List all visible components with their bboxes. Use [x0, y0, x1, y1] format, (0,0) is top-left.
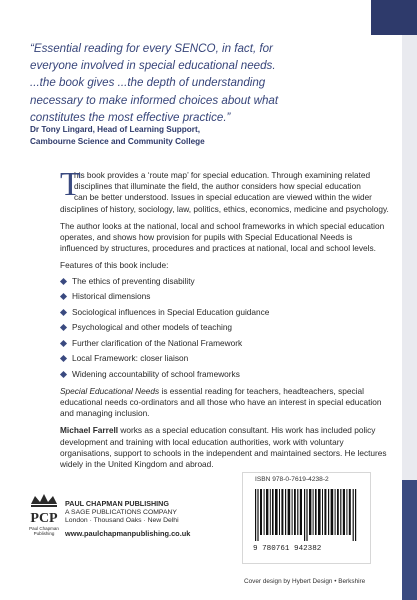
feature-text: The ethics of preventing disability	[72, 275, 195, 286]
quote-line: “Essential reading for every SENCO, in fact, for	[30, 42, 273, 55]
publisher-cities: London · Thousand Oaks · New Delhi	[65, 517, 179, 525]
logo-letters: PCP	[30, 511, 58, 526]
publisher-url: www.paulchapmanpublishing.co.uk	[65, 529, 191, 538]
list-item	[60, 291, 360, 302]
diamond-bullet-icon	[60, 278, 67, 285]
diamond-bullet-icon	[60, 324, 67, 331]
intro-line: disciplines of history, sociology, law, politics, ethics, economics, medicine and psychology.	[60, 203, 389, 214]
framework-line: The author looks at the national, local and school frameworks in which special education	[60, 220, 385, 231]
features-list	[60, 276, 360, 380]
publisher-logo-icon	[27, 494, 61, 538]
book-title: Special Educational Needs	[60, 385, 160, 396]
list-item	[60, 369, 360, 380]
audience-paragraph	[60, 385, 382, 420]
diamond-bullet-icon	[60, 340, 67, 347]
logo-subtext: Publishing	[33, 531, 55, 536]
cover-design-credit: Cover design by Hybert Design • Berkshire	[244, 578, 366, 585]
feature-text: Local Framework: closer liaison	[72, 353, 189, 364]
list-item	[60, 338, 360, 349]
intro-line: can be better understood. Issues in special education are viewed within the wider	[74, 192, 372, 203]
diamond-bullet-icon	[60, 293, 67, 300]
logo-subtext: Paul Chapman	[29, 526, 59, 531]
publisher-name: PAUL CHAPMAN PUBLISHING	[65, 499, 169, 508]
isbn-label: ISBN 978-0-7619-4238-2	[255, 476, 329, 483]
quote-line: ...the book gives ...the depth of understanding	[30, 76, 266, 90]
author-name: Michael Farrell	[60, 425, 119, 436]
edge-stripe-dark	[402, 480, 417, 600]
framework-line: influenced by structures, procedures and practices at national, local and school levels.	[60, 243, 376, 254]
quote-line: everyone involved in special educational needs.	[30, 59, 276, 73]
endorsement-quote	[30, 40, 370, 126]
list-item	[60, 307, 360, 318]
feature-text: Psychological and other models of teaching	[72, 322, 233, 333]
quote-attribution	[30, 124, 360, 148]
intro-paragraph	[60, 166, 389, 215]
isbn-digits: 9 780761 942382	[253, 545, 322, 553]
bio-line	[60, 425, 376, 436]
audience-line	[60, 385, 364, 397]
diamond-bullet-icon	[60, 355, 67, 362]
audience-line: and managing inclusion.	[60, 408, 150, 419]
attribution-line: Dr Tony Lingard, Head of Learning Support,	[30, 125, 200, 134]
diamond-bullet-icon	[60, 370, 67, 377]
audience-line: educational needs co-ordinators and all those who have an interest in special education	[60, 397, 382, 408]
bio-text: works as a special education consultant. His work has included policy	[118, 425, 376, 436]
list-item	[60, 353, 360, 364]
publisher-company: A SAGE PUBLICATIONS COMPANY	[65, 508, 177, 516]
intro-line: his book provides a ‘route map’ for special education. Through examining related	[74, 170, 371, 180]
quote-line: constitutes the most effective practice.”	[30, 110, 231, 124]
isbn-barcode	[242, 472, 371, 564]
intro-line: disciplines that illuminate the field, the author considers how special education	[74, 181, 361, 192]
bio-line: organisations, support to schools in the independent and maintained sectors. He lectures	[60, 447, 387, 458]
corner-color-block	[371, 0, 417, 35]
features-heading: Features of this book include:	[60, 260, 169, 271]
diamond-bullet-icon	[60, 309, 67, 316]
feature-text: Further clarification of the National Framework	[72, 337, 243, 348]
blurb-body	[60, 166, 389, 470]
feature-text: Historical dimensions	[72, 291, 151, 302]
feature-text: Sociological influences in Special Education guidance	[72, 306, 270, 317]
quote-line: necessary to make informed choices about what	[30, 93, 279, 107]
list-item	[60, 276, 360, 287]
drop-cap: T	[60, 166, 81, 203]
attribution-line: Cambourne Science and Community College	[30, 137, 205, 146]
publisher-info	[65, 500, 179, 526]
list-item	[60, 322, 360, 333]
framework-paragraph	[60, 220, 385, 255]
framework-line: operates, and shows how provision for pupils with Special Educational Needs is	[60, 232, 353, 243]
barcode-icon	[255, 489, 361, 541]
author-bio	[60, 425, 387, 470]
bio-line: development and training with local education authorities, work with voluntary	[60, 436, 344, 447]
audience-text: is essential reading for teachers, headteachers, special	[159, 385, 364, 396]
bio-line: widely in the United Kingdom and abroad.	[60, 459, 214, 470]
feature-text: Widening accountability of school frameworks	[72, 368, 240, 379]
